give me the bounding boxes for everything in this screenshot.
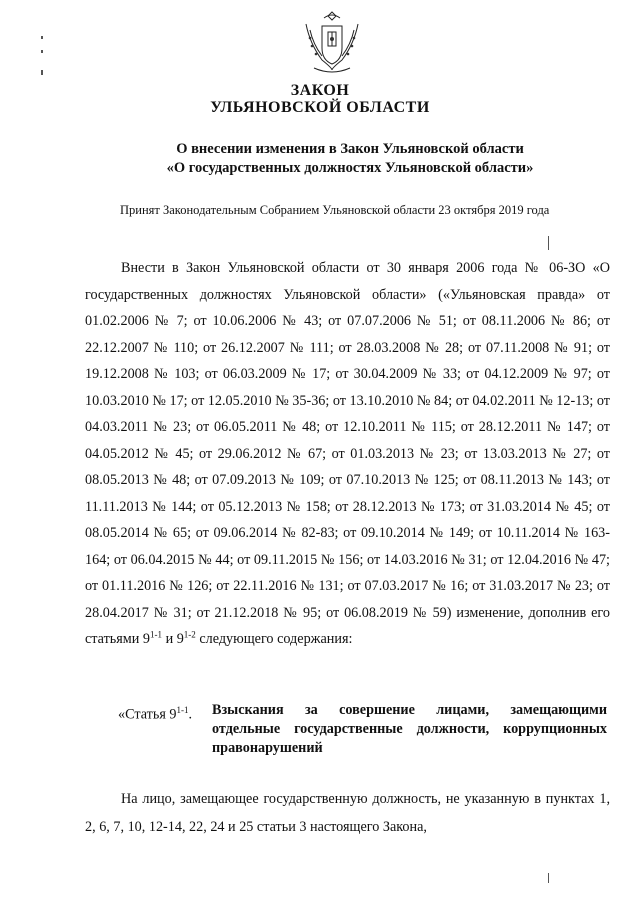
- subtitle-line2: «О государственных должностях Ульяновской области»: [166, 160, 534, 176]
- body-main-text: Внести в Закон Ульяновской области от 30 января 2006 года № 06-ЗО «О государственных должностях Ульяновской области» («Ульяновская правда» от 01.02.2006 № 7; от 10.06.2006 № 43; от 07.07.2006 № 51; от 08.11.2006 № 86; от 22.12.2007 № 110; от 26.12.2007 № 111; от 28.03.2008 № 28; от 07.11.2008 № 91; от 19.12.2008 № 103; от 06.03.2009 № 17; от 30.04.2009 № 33; от 04.12.2009 № 97; от 10.03.2010 № 17; от 12.05.2010 № 35-36; от 13.10.2010 № 84; от 04.02.2011 № 12-13; от 04.03.2011 № 23; от 06.05.2011 № 48; от 12.10.2011 № 115; от 28.12.2011 № 147; от 04.05.2012 № 45; от 29.06.2012 № 67; от 01.03.2013 № 23; от 13.03.2013 № 27; от 08.05.2013 № 48; от 07.09.2013 № 109; от 07.10.2013 № 125; от 08.11.2013 № 143; от 11.11.2013 № 144; от 05.12.2013 № 158; от 28.12.2013 № 173; от 31.03.2014 № 45; от 08.05.2014 № 65; от 09.06.2014 № 82-83; от 09.10.2014 № 149; от 10.11.2014 № 163-164; от 06.04.2015 № 44; от 09.11.2015 № 156; от 14.03.2016 № 31; от 12.04.2016 № 47; от 01.11.2016 № 126; от 22.11.2016 № 131; от 07.03.2017 № 16; от 31.03.2017 № 23; от 28.04.2017 № 31; от 21.12.2018 № 95; от 06.08.2019 № 59) изменение, дополнив его статьями 9: [85, 260, 610, 647]
- coat-of-arms-emblem: [300, 8, 364, 74]
- scan-mark: [548, 873, 549, 883]
- scan-mark: [41, 36, 43, 39]
- body-paragraph: [85, 255, 610, 653]
- scan-mark: [41, 70, 43, 75]
- scan-mark: [548, 236, 549, 250]
- article-suffix: .: [188, 706, 193, 723]
- law-subtitle: [0, 140, 640, 178]
- law-title-line2: УЛЬЯНОВСКОЙ ОБЛАСТИ: [210, 99, 430, 116]
- article-sup: 1-1: [176, 705, 189, 715]
- subtitle-line1: О внесении изменения в Закон Ульяновской области: [176, 141, 524, 157]
- article-heading: Взыскания за совершение лицами, замещающими отдельные государственные должности, коррупционных правонарушений: [212, 702, 607, 756]
- body-sup2: 1-2: [183, 629, 196, 640]
- body-end-text: следующего содержания:: [195, 631, 353, 647]
- law-title-line1: ЗАКОН: [290, 82, 350, 99]
- article-number: [118, 701, 192, 725]
- body-and-text: и 9: [162, 631, 184, 647]
- scan-mark: [41, 50, 43, 53]
- adoption-date: Принят Законодательным Собранием Ульяновской области 23 октября 2019 года: [120, 203, 550, 217]
- article-prefix: «Статья 9: [118, 706, 177, 723]
- body-sup1: 1-1: [150, 629, 163, 640]
- article-paragraph: На лицо, замещающее государственную должность, не указанную в пунктах 1, 2, 6, 7, 10, 12-14, 22, 24 и 25 статьи 3 настоящего Закона,: [85, 791, 610, 835]
